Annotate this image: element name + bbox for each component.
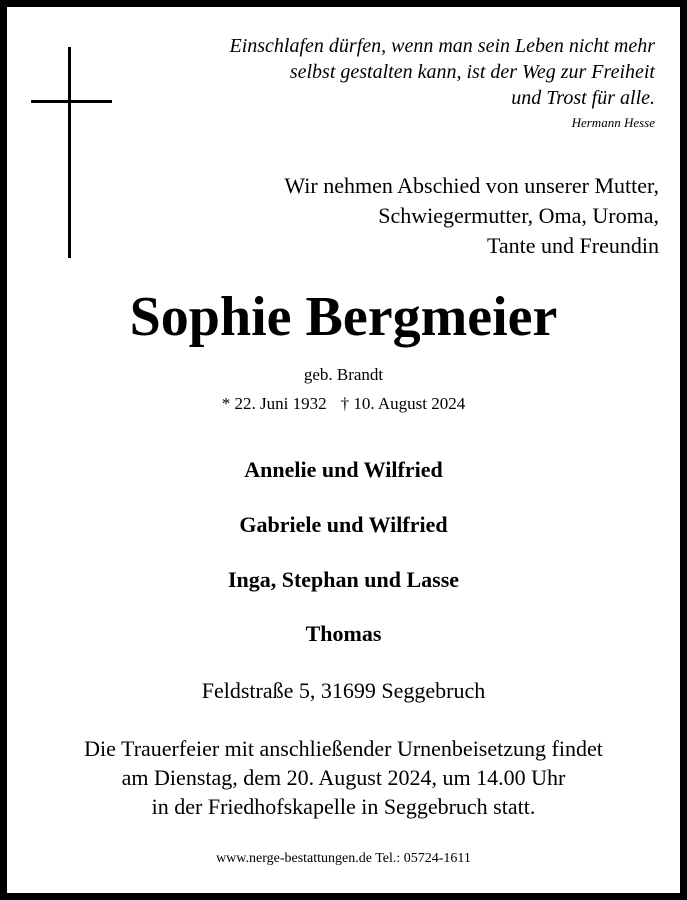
address: Feldstraße 5, 31699 Seggebruch	[201, 678, 486, 703]
cross-icon-vertical	[68, 47, 71, 258]
quote-line: und Trost für alle.	[511, 87, 655, 109]
ceremony-line: in der Friedhofskapelle in Seggebruch statt.	[151, 794, 536, 819]
intro-text	[139, 171, 659, 261]
quote-line: selbst gestalten kann, ist der Weg zur Freiheit	[289, 61, 655, 83]
family-member: Thomas	[305, 621, 382, 646]
intro-line: Wir nehmen Abschied von unserer Mutter,	[284, 173, 659, 198]
ceremony-line: Die Trauerfeier mit anschließender Urnenbeisetzung findet	[84, 736, 603, 761]
ceremony-line: am Dienstag, dem 20. August 2024, um 14.00 Uhr	[121, 765, 566, 790]
family-member: Annelie und Wilfried	[244, 457, 443, 482]
intro-line: Tante und Freundin	[487, 233, 659, 258]
deceased-name: Sophie Bergmeier	[129, 286, 558, 348]
maiden-name: geb. Brandt	[303, 365, 384, 384]
footer-contact: www.nerge-bestattungen.de Tel.: 05724-1611	[216, 851, 471, 866]
ceremony-info	[0, 734, 687, 821]
death-date: † 10. August 2024	[340, 394, 466, 413]
quote-line: Einschlafen dürfen, wenn man sein Leben nicht mehr	[229, 35, 655, 57]
family-member: Inga, Stephan und Lasse	[227, 567, 460, 592]
intro-line: Schwiegermutter, Oma, Uroma,	[378, 203, 659, 228]
family-member: Gabriele und Wilfried	[239, 512, 448, 537]
birth-date: * 22. Juni 1932	[221, 394, 327, 413]
quote-author: Hermann Hesse	[571, 115, 655, 130]
quote	[95, 33, 655, 111]
life-dates	[0, 393, 687, 415]
